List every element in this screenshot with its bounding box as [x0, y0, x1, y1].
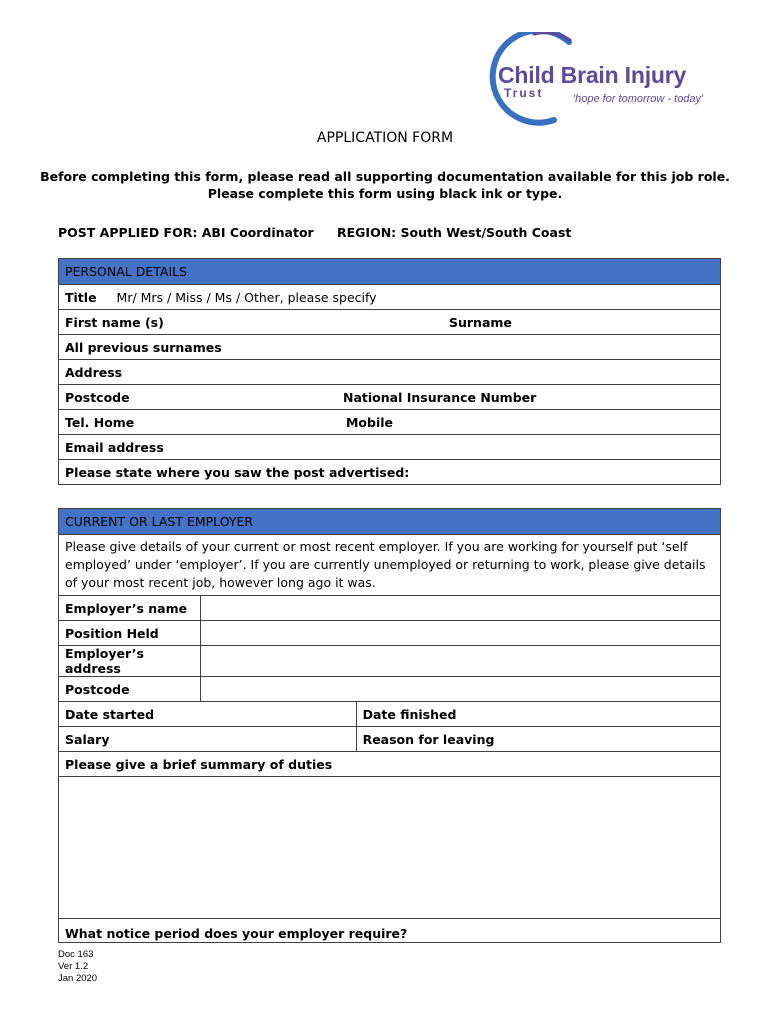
doc-version: Ver 1.2 — [58, 961, 89, 972]
charity-logo — [474, 32, 724, 127]
position-field[interactable] — [200, 621, 720, 646]
notice-row — [59, 919, 721, 943]
intro-line-2: Please complete this form using black ink or type. — [207, 186, 563, 201]
document-footer — [58, 949, 97, 985]
employer-name-label: Employer’s name — [65, 600, 188, 616]
date-started-field[interactable] — [59, 702, 357, 727]
postcode-label: Postcode — [65, 389, 130, 405]
salary-field[interactable] — [59, 727, 357, 752]
duties-label-row — [59, 752, 721, 777]
name-row[interactable] — [59, 310, 721, 335]
date-finished-field[interactable] — [356, 702, 720, 727]
position-row — [59, 621, 721, 646]
duties-field[interactable] — [59, 777, 721, 919]
salary-row — [59, 727, 721, 752]
employer-postcode-field[interactable] — [200, 677, 720, 702]
employer-address-row — [59, 646, 721, 677]
employer-name-row — [59, 596, 721, 621]
reason-leaving-field[interactable] — [356, 727, 720, 752]
postcode-ni-row[interactable] — [59, 385, 721, 410]
employer-postcode-row — [59, 677, 721, 702]
employer-address-label: Employer’s address — [65, 646, 144, 676]
address-row[interactable] — [59, 360, 721, 385]
logo-name: Child Brain Injury — [498, 62, 687, 88]
employer-instructions: Please give details of your current or most recent employer. If you are working for yourself put ‘self employed’ under ‘employer’. If you are currently unemployed or returning to work, please give details of your most recent job, however long ago it was. — [59, 535, 721, 596]
duties-row — [59, 777, 721, 919]
region: REGION: South West/South Coast — [337, 225, 572, 240]
advert-source-label: Please state where you saw the post advertised: — [65, 464, 410, 480]
ni-number-label: National Insurance Number — [342, 389, 537, 405]
surname-label: Surname — [448, 314, 512, 330]
employer-postcode-label: Postcode — [65, 681, 130, 697]
post-applied-for: POST APPLIED FOR: ABI Coordinator — [58, 225, 314, 240]
dates-row — [59, 702, 721, 727]
doc-date: Jan 2020 — [58, 973, 98, 984]
logo-trust: Trust — [504, 86, 544, 100]
form-title: APPLICATION FORM — [316, 130, 454, 146]
position-label: Position Held — [65, 625, 159, 641]
title-label: Title — [65, 289, 97, 305]
doc-number: Doc 163 — [58, 949, 94, 960]
previous-surnames-row[interactable] — [59, 335, 721, 360]
phone-row[interactable] — [59, 410, 721, 435]
salary-label: Salary — [65, 731, 110, 747]
notice-label: What notice period does your employer require? — [65, 926, 408, 941]
date-started-label: Date started — [65, 706, 155, 722]
mobile-label: Mobile — [345, 414, 394, 430]
employer-table — [58, 508, 721, 943]
previous-surnames-label: All previous surnames — [65, 339, 222, 355]
first-name-label: First name (s) — [65, 314, 164, 330]
form-intro — [0, 168, 770, 202]
employer-name-field[interactable] — [200, 596, 720, 621]
tel-home-label: Tel. Home — [65, 414, 135, 430]
duties-label: Please give a brief summary of duties — [65, 756, 333, 772]
address-label: Address — [65, 364, 123, 380]
reason-leaving-label: Reason for leaving — [362, 731, 495, 747]
personal-details-table — [58, 258, 721, 485]
employer-header: CURRENT OR LAST EMPLOYER — [59, 509, 721, 535]
email-label: Email address — [65, 439, 164, 455]
email-row[interactable] — [59, 435, 721, 460]
advert-source-row[interactable] — [59, 460, 721, 485]
personal-details-header: PERSONAL DETAILS — [59, 259, 721, 285]
title-options[interactable]: Mr/ Mrs / Miss / Ms / Other, please specify — [116, 289, 377, 305]
logo-tagline: 'hope for tomorrow - today' — [573, 93, 704, 105]
date-finished-label: Date finished — [362, 706, 457, 722]
title-row[interactable] — [59, 285, 721, 310]
employer-address-field[interactable] — [200, 646, 720, 677]
notice-field[interactable] — [59, 919, 721, 943]
intro-line-1: Before completing this form, please read all supporting documentation available for this job role. — [40, 169, 730, 184]
